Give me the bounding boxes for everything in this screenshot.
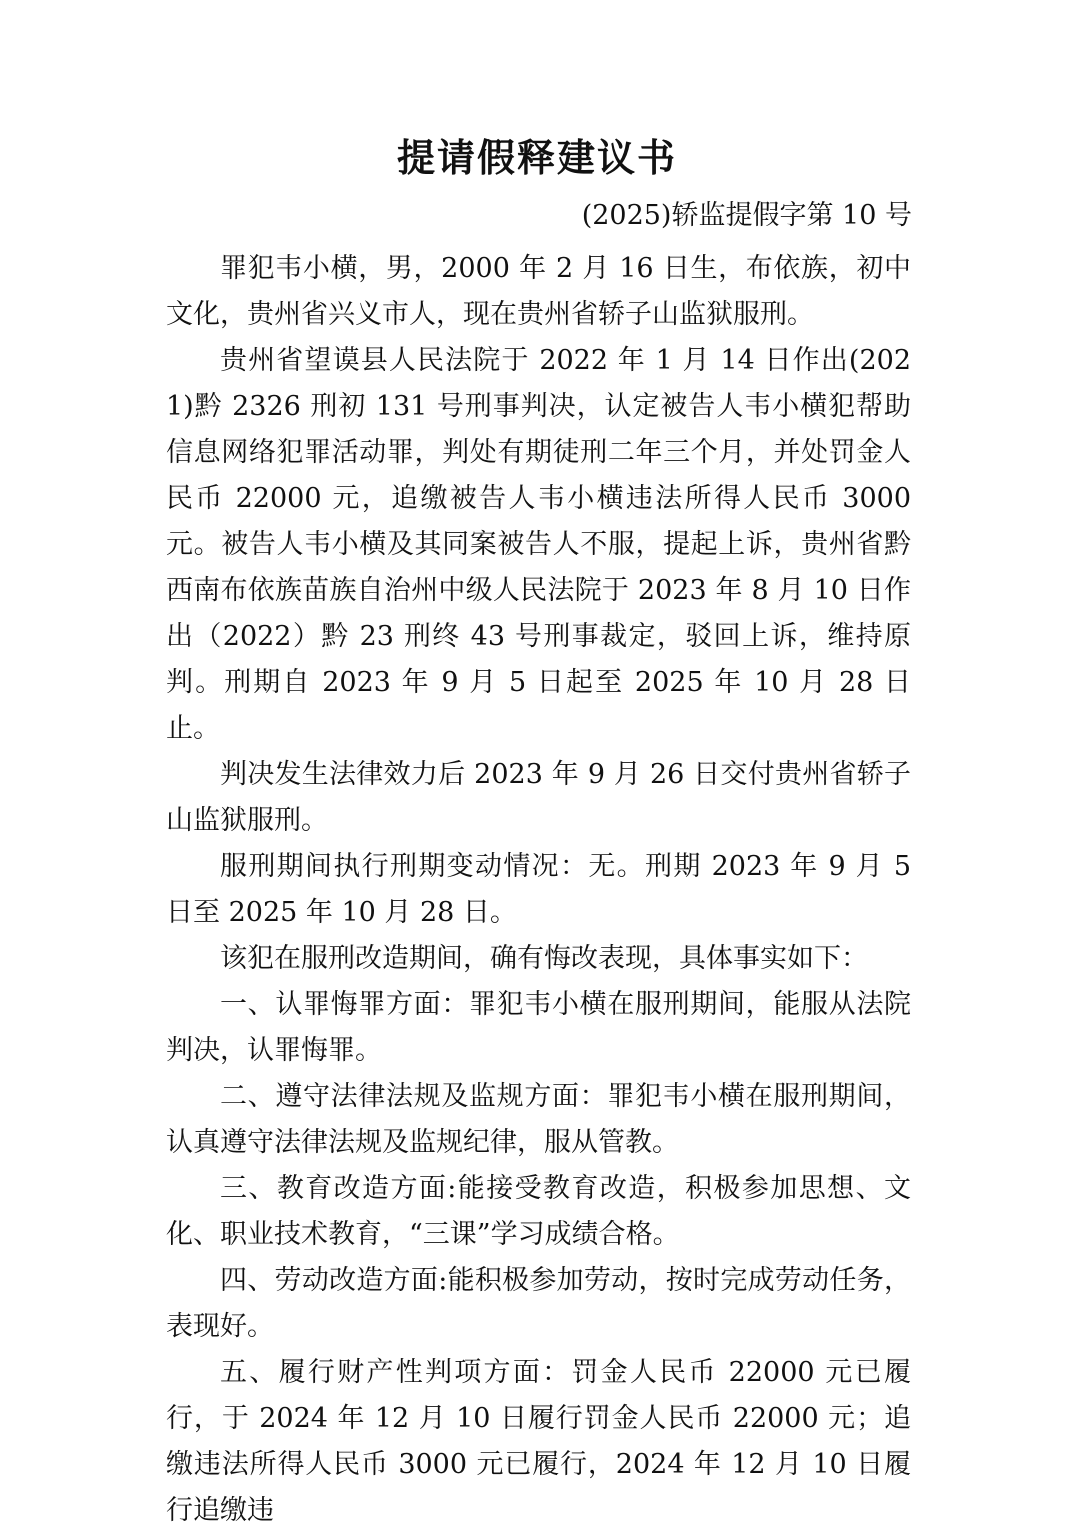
paragraph-judgment: 贵州省望谟县人民法院于 2022 年 1 月 14 日作出(2021)黔 2326 刑初 131 号刑事判决，认定被告人韦小横犯帮助信息网络犯罪活动罪，判处有期徒刑二年三个月，并处罚金人民币 22000 元，追缴被告人韦小横违法所得人民币 3000 元。被告人韦小横及其同案被告人不服，提起上诉，贵州省黔西南布依族苗族自治州中级人民法院于 2023 年 8 月 10 日作出（2022）黔 23 刑终 43 号刑事裁定，驳回上诉，维持原判。刑期自 2023 年 9 月 5 日起至 2025 年 10 月 28 日止。 xyxy=(166,345,911,744)
document-number: (2025)轿监提假字第 10 号 xyxy=(581,200,912,231)
paragraph-item-4: 四、劳动改造方面:能积极参加劳动，按时完成劳动任务，表现好。 xyxy=(166,1265,911,1342)
paragraph-item-2: 二、遵守法律法规及监规方面：罪犯韦小横在服刑期间，认真遵守法律法规及监规纪律，服从管教。 xyxy=(166,1081,911,1158)
paragraph-repentance-intro: 该犯在服刑改造期间，确有悔改表现，具体事实如下： xyxy=(220,943,868,974)
paragraph-sentence-changes: 服刑期间执行刑期变动情况：无。刑期 2023 年 9 月 5 日至 2025 年 10 月 28 日。 xyxy=(166,851,911,928)
paragraph-item-5: 五、履行财产性判项方面：罚金人民币 22000 元已履行，于 2024 年 12 月 10 日履行罚金人民币 22000 元；追缴违法所得人民币 3000 元已履行，2024 年 12 月 10 日履行追缴违 xyxy=(166,1357,911,1526)
paragraph-delivery: 判决发生法律效力后 2023 年 9 月 26 日交付贵州省轿子山监狱服刑。 xyxy=(166,759,911,836)
document-title: 提请假释建议书 xyxy=(396,135,677,180)
document-body xyxy=(166,246,911,1534)
paragraph-item-1: 一、认罪悔罪方面：罪犯韦小横在服刑期间，能服从法院判决，认罪悔罪。 xyxy=(166,989,911,1066)
paragraph-personal-info: 罪犯韦小横，男，2000 年 2 月 16 日生，布依族，初中文化，贵州省兴义市人，现在贵州省轿子山监狱服刑。 xyxy=(166,253,911,330)
paragraph-item-3: 三、教育改造方面:能接受教育改造，积极参加思想、文化、职业技术教育，“三课”学习成绩合格。 xyxy=(166,1173,911,1250)
